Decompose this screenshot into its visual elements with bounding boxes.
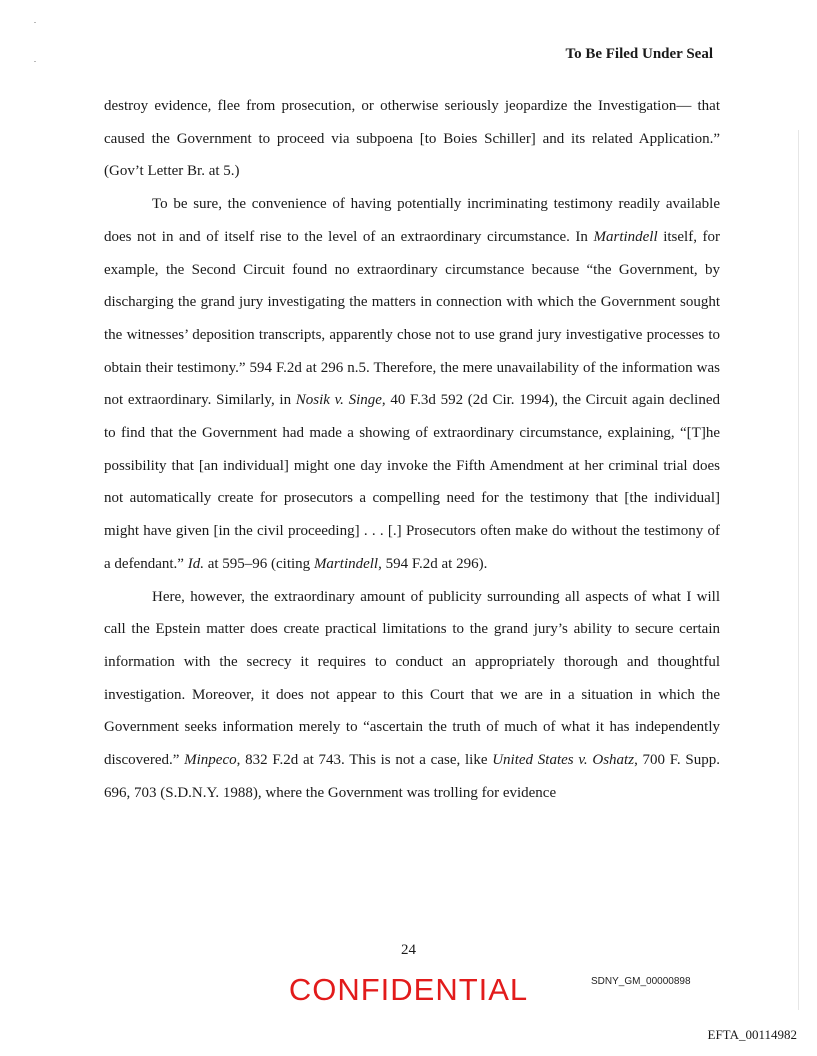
text-run: , 700 F. Supp. 696, 703 (S.D.N.Y. 1988), where the Government was trolling for evidence [104,752,721,801]
text-run: at 595–96 (citing [203,555,314,572]
paragraph-2 [104,188,720,580]
case-citation: Minpeco [184,752,237,769]
page-number: 24 [401,942,416,958]
confidential-stamp: CONFIDENTIAL [288,972,529,1007]
paragraph-3 [104,581,720,810]
case-citation: United States v. Oshatz [492,752,635,769]
text-run: , 40 F.3d 592 (2d Cir. 1994), the Circuit again declined to find that the Government had made a showing of extraordinary circumstance, explaining, “[T]he possibility that [an individual] might one day invoke the Fifth Amendment at her criminal trial does not automatically create for prosecutors a compelling need for the testimony that [the individual] might have given [in the civil proceeding] . . . [.] Prosecutors often make do without the testimony of a defendant.” [104,392,720,572]
text-run: itself, for example, the Second Circuit found no extraordinary circumstance because “the Government, by discharging the grand jury investigating the matters in connection with which the Government sought the witnesses’ deposition transcripts, apparently chose not to use grand jury investigative processes to obtain their testimony.” 594 F.2d at 296 n.5. Therefore, the mere unavailability of the information was not extraordinary. Similarly, in [104,228,721,409]
text-run: Here, however, the extraordinary amount of publicity surrounding all aspects of what I will call the Epstein matter does create practical limitations to the grand jury’s ability to secure certain information with the secrecy it requires to conduct an appropriately thorough and thoughtful investigation. Moreover, it does not appear to this Court that we are in a situation in which the Government seeks information merely to “ascertain the truth of much of what it has independently discovered.” [104,588,720,769]
scan-mark [34,61,36,62]
paragraph-1 [104,90,720,188]
text-run: , 832 F.2d at 743. This is not a case, like [236,752,493,769]
case-citation: Id. [187,555,204,572]
case-citation: Martindell [593,228,658,245]
seal-notice-header: To Be Filed Under Seal [565,46,713,62]
scan-edge-line [798,130,799,1010]
paragraph-1-text: destroy evidence, flee from prosecution, or otherwise seriously jeopardize the Investigation— that caused the Government to proceed via subpoena [to Boies Schiller] and its related Application.” (Gov’t Letter Br. at 5.) [104,98,720,180]
text-run: , 594 F.2d at 296). [378,555,488,572]
text-run: To be sure, the convenience of having potentially incriminating testimony readily available does not in and of itself rise to the level of an extraordinary circumstance. In [104,196,720,245]
case-citation: Martindell [313,555,379,572]
case-citation: Nosik v. Singe [295,392,382,409]
efta-number: EFTA_00114982 [707,1027,797,1042]
bates-number: SDNY_GM_00000898 [591,976,691,987]
document-body [104,90,720,809]
scan-mark [34,22,36,23]
